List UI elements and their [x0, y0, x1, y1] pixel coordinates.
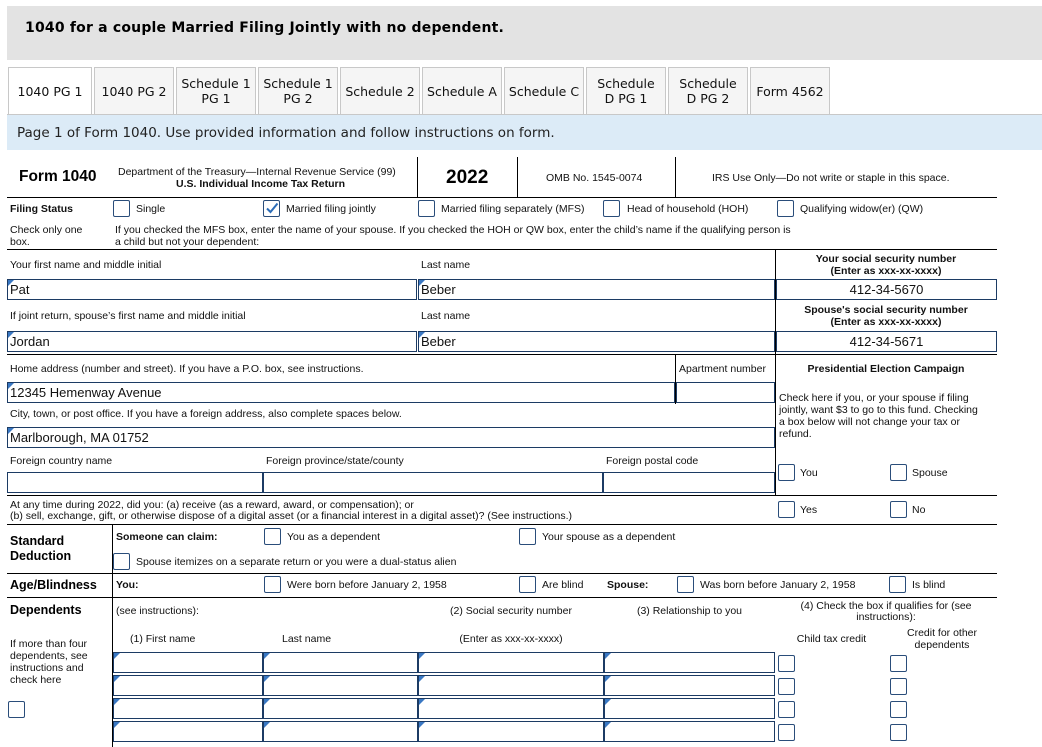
tab-schedule-a[interactable]: Schedule A — [422, 67, 502, 114]
election-text-line: jointly, want $3 to go to this fund. Checking — [779, 404, 978, 416]
instruction-text: Page 1 of Form 1040. Use provided information and follow instructions on form. — [17, 125, 555, 141]
street-input[interactable]: 12345 Hemenway Avenue — [7, 382, 675, 403]
tab-label: Schedule D PG 2 — [679, 76, 737, 106]
age-you-label: You: — [116, 579, 139, 591]
married-filing-separately-label: Married filing separately (MFS) — [441, 203, 585, 215]
tab-label: Schedule 1 PG 2 — [263, 76, 333, 106]
age-spouse-label: Spouse: — [607, 579, 649, 591]
spouse-born-before-label: Was born before January 2, 1958 — [700, 579, 856, 591]
more-than-four-line: instructions and — [10, 662, 84, 674]
tab-schedule1-pg2[interactable] — [258, 67, 338, 114]
ssn-label: Your social security number — [815, 253, 957, 265]
col-relationship: (3) Relationship to you — [636, 605, 743, 617]
form-rule — [7, 249, 997, 250]
divider — [517, 157, 518, 197]
election-text-line: refund. — [779, 428, 812, 440]
more-than-four-line: check here — [10, 674, 62, 686]
form-rule — [7, 597, 997, 598]
standard-deduction-label-2: Deduction — [10, 549, 72, 563]
qualifying-widower-label: Qualifying widow(er) (QW) — [800, 203, 924, 215]
spouse-first-name-input[interactable]: Jordan — [7, 331, 417, 352]
city-input[interactable]: Marlborough, MA 01752 — [7, 427, 775, 448]
married-filing-jointly-label: Married filing jointly — [286, 203, 376, 215]
form-name: Form 1040 — [19, 168, 97, 185]
dependent-ssn-input[interactable] — [418, 652, 604, 673]
spouse-last-name-label: Last name — [421, 310, 471, 322]
form-rule — [7, 573, 997, 574]
dependent-ssn-input[interactable] — [418, 698, 604, 719]
other-dependent-credit-checkbox[interactable] — [890, 655, 907, 672]
dependents-see-instructions: (see instructions): — [116, 605, 199, 617]
ssn-format-label: (Enter as xxx-xx-xxxx) — [830, 265, 942, 277]
you-as-dependent-checkbox[interactable] — [264, 528, 281, 545]
election-text — [779, 392, 978, 440]
married-filing-separately-checkbox[interactable] — [418, 200, 435, 217]
spouse-last-name-input[interactable]: Beber — [418, 331, 775, 352]
election-you-checkbox[interactable] — [778, 464, 795, 481]
foreign-province-label: Foreign province/state/county — [266, 455, 404, 467]
tab-schedule-c[interactable]: Schedule C — [504, 67, 584, 114]
digital-asset-line1: At any time during 2022, did you: (a) receive (as a reward, award, or compensation); or — [10, 499, 414, 511]
other-dependent-credit-checkbox[interactable] — [890, 724, 907, 741]
ssn-input[interactable]: 412-34-5670 — [776, 279, 997, 300]
you-born-before-label: Were born before January 2, 1958 — [287, 579, 447, 591]
dependent-ssn-input[interactable] — [418, 675, 604, 696]
spouse-ssn-input[interactable]: 412-34-5671 — [776, 331, 997, 352]
col-first-name: (1) First name — [130, 633, 196, 645]
foreign-province-input[interactable] — [263, 472, 603, 493]
tab-1040-pg2[interactable]: 1040 PG 2 — [94, 67, 174, 114]
spouse-ssn-label: Spouse's social security number — [804, 304, 968, 316]
form-rule — [7, 495, 997, 496]
irs-use-only: IRS Use Only—Do not write or staple in this space. — [712, 172, 950, 184]
spouse-ssn-format-label: (Enter as xxx-xx-xxxx) — [830, 316, 942, 328]
single-checkbox[interactable] — [113, 200, 130, 217]
form-year: 2022 — [446, 167, 489, 188]
other-dependent-credit-checkbox[interactable] — [890, 701, 907, 718]
tab-schedule2[interactable]: Schedule 2 — [340, 67, 420, 114]
dependent-relationship-input[interactable] — [604, 721, 775, 742]
apartment-label: Apartment number — [679, 363, 766, 375]
you-blind-label: Are blind — [542, 579, 584, 591]
divider — [775, 354, 776, 496]
digital-asset-no-checkbox[interactable] — [890, 501, 907, 518]
first-name-input[interactable]: Pat — [7, 279, 417, 300]
more-than-four-text — [10, 638, 88, 686]
spouse-itemizes-label: Spouse itemizes on a separate return or you were a dual-status alien — [136, 556, 457, 568]
digital-asset-yes-label: Yes — [800, 504, 818, 516]
col-other-credit-2: dependents — [914, 639, 970, 651]
first-name-label: Your first name and middle initial — [10, 259, 162, 271]
dependent-last-name-input[interactable] — [263, 675, 418, 696]
col-last-name: Last name — [282, 633, 332, 645]
standard-deduction-label: Standard — [10, 534, 65, 548]
col-qualifies: (4) Check the box if qualifies for (see — [800, 600, 972, 612]
dependent-first-name-input[interactable] — [113, 652, 263, 673]
single-label: Single — [136, 203, 166, 215]
tab-label: Schedule 1 PG 1 — [181, 76, 251, 106]
someone-can-claim-label: Someone can claim: — [116, 531, 218, 543]
spouse-as-dependent-label: Your spouse as a dependent — [542, 531, 676, 543]
dependent-ssn-input[interactable] — [418, 721, 604, 742]
more-than-four-line: dependents, see — [10, 650, 88, 662]
dependent-first-name-input[interactable] — [113, 698, 263, 719]
spouse-itemizes-checkbox[interactable] — [113, 553, 130, 570]
spouse-blind-label: Is blind — [912, 579, 946, 591]
form-rule — [7, 524, 997, 525]
divider — [417, 157, 418, 197]
tab-schedule-d-pg2[interactable] — [668, 67, 748, 114]
election-text-line: a box below will not change your tax or — [779, 416, 960, 428]
filing-status-instruction: If you checked the MFS box, enter the name of your spouse. If you checked the HOH or QW box, enter the child’s name if the qualifying person is — [115, 224, 791, 236]
more-than-four-checkbox[interactable] — [8, 701, 25, 718]
tab-1040-pg1[interactable]: 1040 PG 1 — [8, 67, 92, 114]
tab-schedule1-pg1[interactable] — [176, 67, 256, 114]
dependent-relationship-input[interactable] — [604, 698, 775, 719]
other-dependent-credit-checkbox[interactable] — [890, 678, 907, 695]
col-ssn: (2) Social security number — [450, 605, 572, 617]
checkmark-icon — [265, 201, 279, 215]
digital-asset-yes-checkbox[interactable] — [778, 501, 795, 518]
dependents-label: Dependents — [10, 603, 82, 617]
tab-form-4562[interactable]: Form 4562 — [750, 67, 830, 114]
page-title: 1040 for a couple Married Filing Jointly with no dependent. — [25, 20, 505, 36]
apartment-input[interactable] — [676, 382, 775, 403]
you-blind-checkbox[interactable] — [519, 576, 536, 593]
child-tax-credit-checkbox[interactable] — [778, 655, 795, 672]
foreign-country-label: Foreign country name — [10, 455, 113, 467]
you-as-dependent-label: You as a dependent — [287, 531, 381, 543]
filing-status-instruction-2: a child but not your dependent: — [115, 236, 260, 248]
col-qualifies-2: instructions): — [856, 611, 916, 623]
divider — [675, 157, 676, 197]
dependent-relationship-input[interactable] — [604, 652, 775, 673]
last-name-input[interactable]: Beber — [418, 279, 775, 300]
spouse-born-before-checkbox[interactable] — [677, 576, 694, 593]
child-tax-credit-checkbox[interactable] — [778, 724, 795, 741]
dependent-first-name-input[interactable] — [113, 721, 263, 742]
form-subtitle: U.S. Individual Income Tax Return — [176, 178, 345, 190]
dependent-relationship-input[interactable] — [604, 675, 775, 696]
child-tax-credit-checkbox[interactable] — [778, 678, 795, 695]
form-department: Department of the Treasury—Internal Revenue Service (99) — [118, 166, 396, 178]
tab-label: Schedule D PG 1 — [597, 76, 655, 106]
spouse-as-dependent-checkbox[interactable] — [519, 528, 536, 545]
child-tax-credit-checkbox[interactable] — [778, 701, 795, 718]
digital-asset-no-label: No — [912, 504, 926, 516]
dependent-last-name-input[interactable] — [263, 698, 418, 719]
filing-status-note: Check only one box. — [10, 224, 83, 248]
dependent-last-name-input[interactable] — [263, 652, 418, 673]
election-title: Presidential Election Campaign — [807, 363, 965, 375]
form-rule — [7, 197, 997, 198]
col-other-credit: Credit for other — [906, 627, 978, 639]
head-of-household-label: Head of household (HOH) — [627, 203, 749, 215]
married-filing-jointly-checkbox[interactable] — [263, 200, 280, 217]
election-spouse-label: Spouse — [912, 467, 948, 479]
head-of-household-checkbox[interactable] — [603, 200, 620, 217]
you-born-before-checkbox[interactable] — [264, 576, 281, 593]
col-ssn-format: (Enter as xxx-xx-xxxx) — [459, 633, 563, 645]
more-than-four-line: If more than four — [10, 638, 88, 650]
election-text-line: Check here if you, or your spouse if filing — [779, 392, 969, 404]
form-rule — [7, 354, 997, 355]
foreign-country-input[interactable] — [7, 472, 263, 493]
age-blindness-label: Age/Blindness — [10, 578, 97, 592]
filing-status-label: Filing Status — [10, 203, 73, 215]
city-label: City, town, or post office. If you have a foreign address, also complete spaces below. — [10, 408, 402, 420]
omb-number: OMB No. 1545-0074 — [546, 172, 643, 184]
street-label: Home address (number and street). If you have a P.O. box, see instructions. — [10, 363, 364, 375]
col-child-tax-credit: Child tax credit — [796, 633, 867, 645]
dependent-last-name-input[interactable] — [263, 721, 418, 742]
foreign-postal-label: Foreign postal code — [606, 455, 699, 467]
spouse-first-name-label: If joint return, spouse’s first name and middle initial — [10, 310, 246, 322]
election-spouse-checkbox[interactable] — [890, 464, 907, 481]
spouse-blind-checkbox[interactable] — [889, 576, 906, 593]
qualifying-widower-checkbox[interactable] — [777, 200, 794, 217]
foreign-postal-input[interactable] — [603, 472, 775, 493]
digital-asset-line2: (b) sell, exchange, gift, or otherwise dispose of a digital asset (or a financial interest in a digital asset)? (See instructions.) — [10, 510, 573, 522]
tab-schedule-d-pg1[interactable] — [586, 67, 666, 114]
election-you-label: You — [800, 467, 818, 479]
last-name-label: Last name — [421, 259, 471, 271]
dependent-first-name-input[interactable] — [113, 675, 263, 696]
